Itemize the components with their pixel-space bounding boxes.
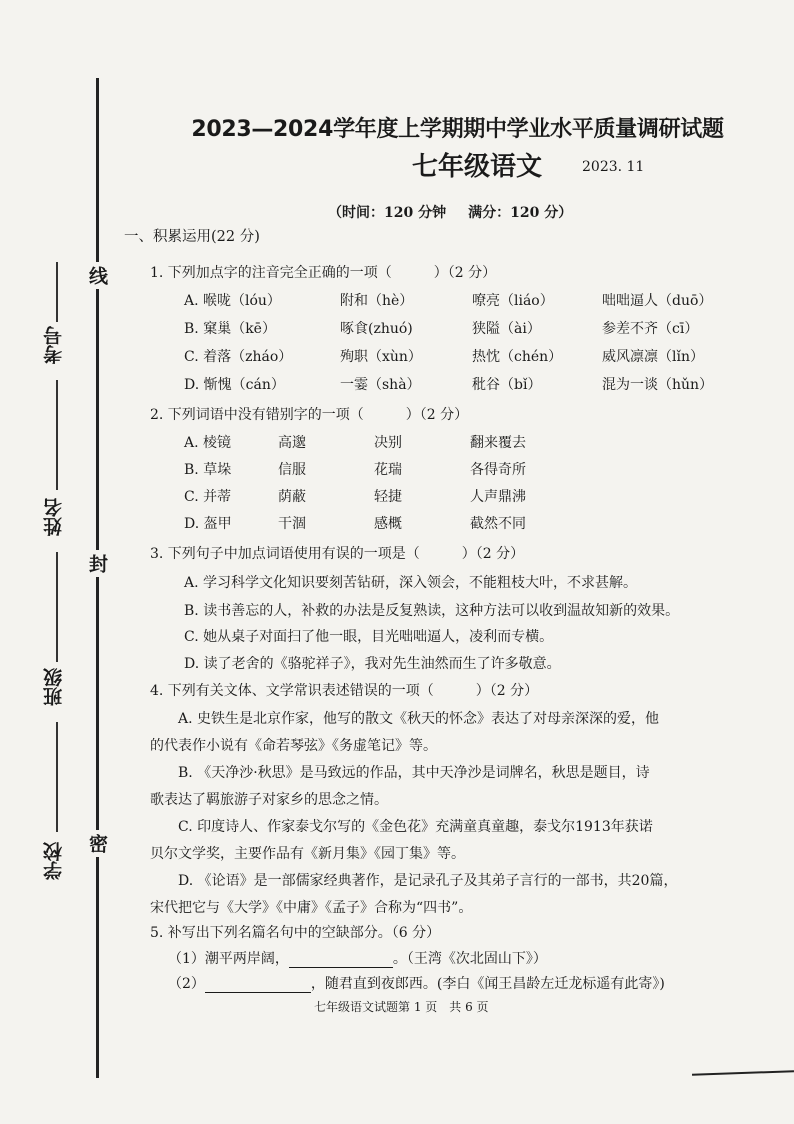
exam-subtitle: 七年级语文 [412, 152, 543, 182]
q2-stem: 2. 下列词语中没有错别字的一项（ ）（2 分） [150, 407, 469, 423]
q4-b-line1: B. 《天净沙·秋思》是马致远的作品，其中天净沙是词牌名，秋思是题目，诗 [178, 765, 650, 781]
q1-a-2: 附和（hè） [340, 293, 414, 309]
q4-a-line2: 的代表作小说有《命若琴弦》《务虚笔记》等。 [150, 738, 437, 754]
q5-item1 [168, 948, 547, 968]
name-label: 姓名 [43, 498, 65, 536]
q2-d-1: D. 盔甲 [184, 516, 232, 532]
q1-d-1: D. 惭愧（cán） [184, 377, 285, 393]
class-label: 班级 [43, 668, 65, 706]
exam-no-label: 考号 [43, 326, 65, 364]
exam-date: 2023. 11 [582, 159, 645, 175]
q5-stem: 5. 补写出下列名篇名句中的空缺部分。（6 分） [150, 925, 441, 941]
exam-title: 2023—2024学年度上学期期中学业水平质量调研试题 [191, 117, 724, 142]
q4-a-line1: A. 史铁生是北京作家，他写的散文《秋天的怀念》表达了对母亲深深的爱，他 [178, 711, 660, 727]
q5-item2-post: ，随君直到夜郎西。(李白《闻王昌龄左迁龙标遥有此寄》) [310, 976, 665, 992]
q1-d-4: 混为一谈（hǔn） [602, 377, 714, 393]
q2-c-4: 人声鼎沸 [470, 489, 526, 505]
q2-b-2: 信服 [278, 462, 306, 478]
q1-a-1: A. 喉咙（lóu） [184, 293, 281, 309]
q1-b-3: 狭隘（ài） [472, 321, 541, 337]
class-blank[interactable] [56, 722, 58, 832]
q5-item1-post: 。（王湾《次北固山下》） [392, 951, 547, 967]
q1-b-4: 参差不齐（cī） [602, 321, 699, 337]
time-score-info [328, 202, 594, 222]
q3-stem: 3. 下列句子中加点词语使用有误的一项是（ ）（2 分） [150, 546, 525, 562]
q1-c-2: 殉职（xùn） [340, 349, 422, 365]
q1-a-3: 嘹亮（liáo） [472, 293, 554, 309]
q2-a-1: A. 棱镜 [184, 435, 232, 451]
q1-b-2: 啄食(zhuó) [340, 321, 413, 337]
q2-c-3: 轻捷 [374, 489, 402, 505]
q2-d-4: 截然不同 [470, 516, 526, 532]
q4-b-line2: 歌表达了羁旅游子对家乡的思念之情。 [150, 792, 388, 808]
q1-b-1: B. 窠巢（kē） [184, 321, 276, 337]
q2-a-2: 高邈 [278, 435, 306, 451]
q2-a-3: 决别 [374, 435, 402, 451]
q3-option-c: C. 她从桌子对面扫了他一眼，目光咄咄逼人，凌利而专横。 [184, 629, 554, 645]
seal-char-seal: 封 [83, 550, 111, 577]
q1-c-3: 热忱（chén） [472, 349, 563, 365]
exam-no-blank-2[interactable] [56, 380, 58, 490]
q2-d-2: 干涸 [278, 516, 306, 532]
q4-d-line1: D. 《论语》是一部儒家经典著作，是记录孔子及其弟子言行的一部书，共20篇， [178, 873, 678, 889]
time-label: （时间：120 分钟 [328, 205, 447, 221]
q5-item2 [168, 973, 665, 993]
q5-item2-pre: （2） [168, 976, 205, 992]
q2-b-4: 各得奇所 [470, 462, 526, 478]
q4-stem: 4. 下列有关文体、文学常识表述错误的一项（ ）（2 分） [150, 683, 539, 699]
q2-d-3: 感概 [374, 516, 402, 532]
q5-item1-blank[interactable] [289, 953, 393, 968]
scan-mark [692, 1070, 794, 1076]
q3-option-b: B. 读书善忘的人，补救的办法是反复熟读，这种方法可以收到温故知新的效果。 [184, 603, 680, 619]
q3-option-d: D. 读了老舍的《骆驼祥子》，我对先生油然而生了许多敬意。 [184, 656, 561, 672]
q1-a-4: 咄咄逼人（duō） [602, 293, 713, 309]
seal-char-line: 线 [83, 262, 111, 289]
q5-item2-blank[interactable] [205, 978, 311, 993]
q1-d-2: 一霎（shà） [340, 377, 421, 393]
q3-option-a: A. 学习科学文化知识要刻苦钻研，深入领会，不能粗枝大叶，不求甚解。 [184, 575, 638, 591]
q2-c-1: C. 并蒂 [184, 489, 232, 505]
exam-no-blank[interactable] [56, 262, 58, 322]
q4-c-line1: C. 印度诗人、作家泰戈尔写的《金色花》充满童真童趣，泰戈尔1913年获诺 [178, 819, 653, 835]
score-label: 满分：120 分） [468, 205, 573, 221]
q5-item1-pre: （1）潮平两岸阔， [168, 951, 289, 967]
binding-line [96, 78, 99, 1078]
q2-b-3: 花瑞 [374, 462, 402, 478]
section-heading: 一、积累运用(22 分) [124, 229, 260, 245]
q2-b-1: B. 草垛 [184, 462, 232, 478]
name-blank[interactable] [56, 552, 58, 662]
q1-c-1: C. 着落（zháo） [184, 349, 293, 365]
q2-a-4: 翻来覆去 [470, 435, 526, 451]
seal-char-dense: 密 [83, 830, 111, 857]
q2-c-2: 荫蔽 [278, 489, 306, 505]
page-footer: 七年级语文试题第 1 页 共 6 页 [314, 1000, 489, 1014]
school-label: 学校 [43, 842, 65, 880]
q1-stem: 1. 下列加点字的注音完全正确的一项（ ）（2 分） [150, 265, 497, 281]
q4-d-line2: 宋代把它与《大学》《中庸》《孟子》合称为“四书”。 [150, 900, 473, 916]
q1-d-3: 秕谷（bǐ） [472, 377, 542, 393]
q1-c-4: 威风凛凛（lǐn） [602, 349, 704, 365]
q4-c-line2: 贝尔文学奖，主要作品有《新月集》《园丁集》等。 [150, 846, 465, 862]
